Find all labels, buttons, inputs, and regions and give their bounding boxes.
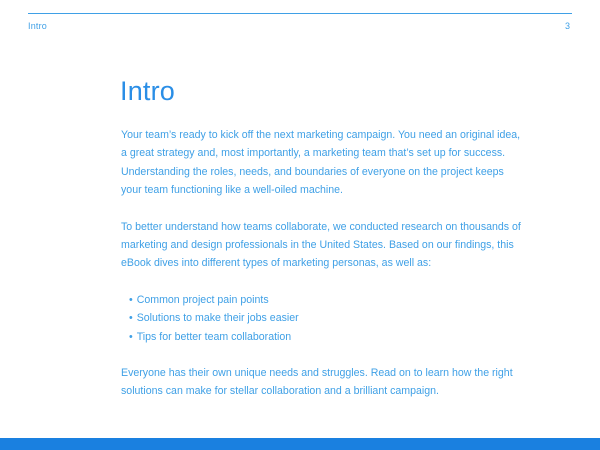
bullet-list (121, 291, 521, 346)
footer-bar (0, 438, 600, 450)
intro-paragraph-2: To better understand how teams collaborate, we conducted research on thousands of marketing and design professionals in the United States. Based on our findings, this eBook dives into different types of marketing personas, as well as: (121, 220, 521, 270)
bullet-icon: • (129, 293, 133, 306)
bullet-text: Common project pain points (136, 293, 269, 306)
intro-paragraph-1: Your team’s ready to kick off the next marketing campaign. You need an original idea, a great strategy and, most importantly, a marketing team that’s set up for success. Understanding the roles, needs, and boundaries of everyone on the project keeps your team functioning like a well-oiled machine. (121, 129, 521, 197)
bullet-text: Solutions to make their jobs easier (136, 312, 299, 325)
list-item (129, 309, 521, 327)
list-item (129, 291, 521, 309)
bullet-text: Tips for better team collaboration (136, 330, 292, 343)
page-title: Intro (120, 76, 176, 106)
header-divider (28, 13, 572, 14)
running-header-section: Intro (28, 21, 48, 31)
bullet-icon: • (129, 312, 133, 325)
closing-paragraph: Everyone has their own unique needs and struggles. Read on to learn how the right solutions can make for stellar collaboration and a brilliant campaign. (121, 367, 513, 398)
body-content (121, 126, 521, 401)
list-item (129, 328, 521, 346)
page-number: 3 (564, 21, 570, 31)
bullet-icon: • (129, 330, 133, 343)
